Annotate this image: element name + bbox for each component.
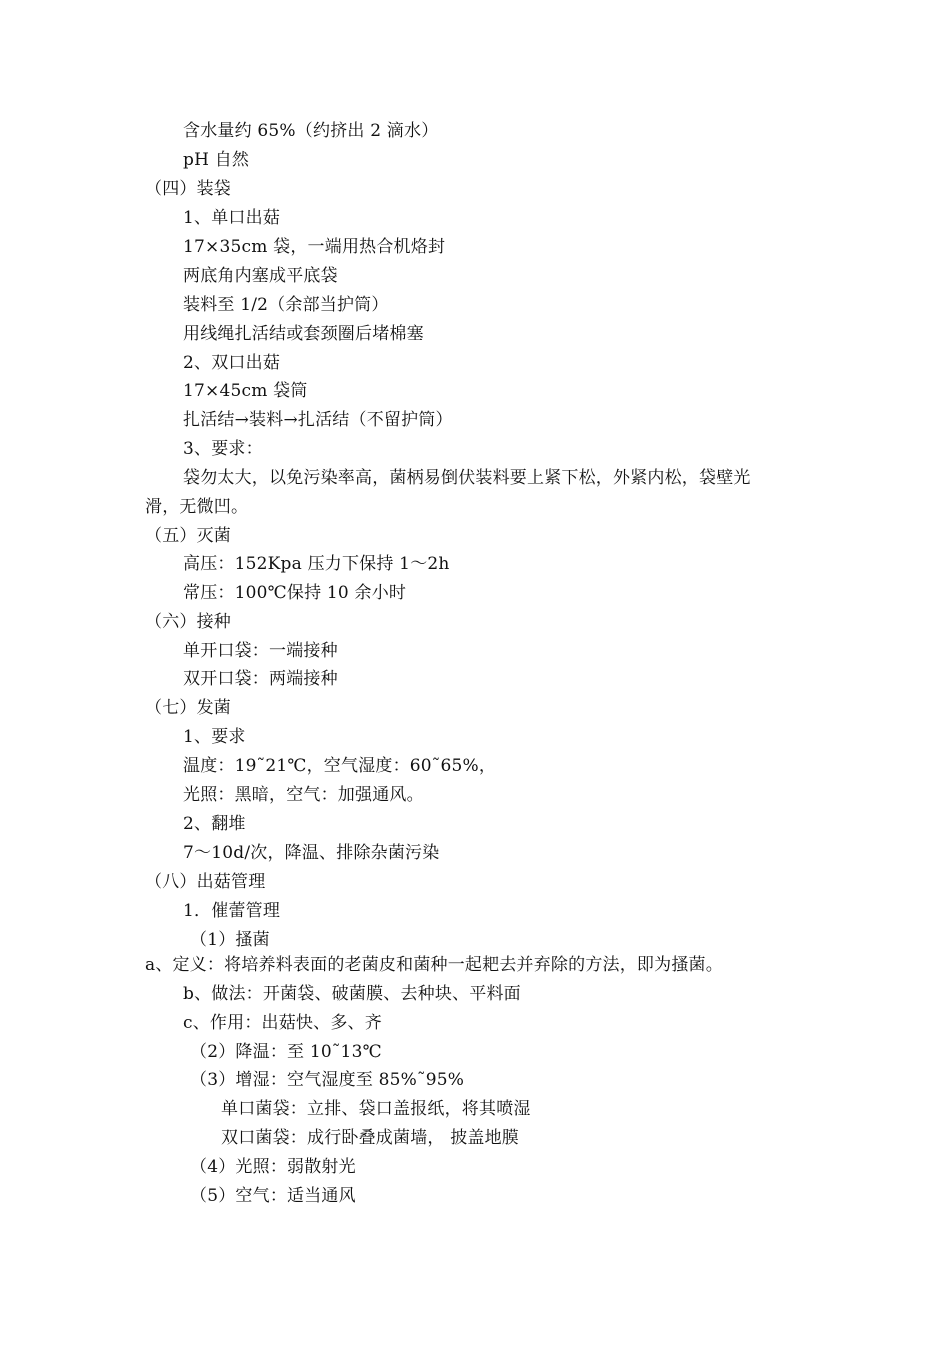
text-line: （2）降温：至 10˜13℃ bbox=[190, 1042, 382, 1062]
section-heading: （四）装袋 bbox=[145, 179, 231, 199]
section-heading: （八）出菇管理 bbox=[145, 872, 266, 892]
text-line: （1）搔菌 bbox=[190, 930, 270, 950]
text-line: （3）增湿：空气湿度至 85%˜95% bbox=[190, 1070, 465, 1090]
text-line: b、做法：开菌袋、破菌膜、去种块、平料面 bbox=[183, 984, 521, 1004]
text-line: 扎活结→装料→扎活结（不留护筒） bbox=[183, 410, 453, 430]
text-line: 温度：19˜21℃，空气湿度：60˜65%， bbox=[183, 756, 497, 776]
text-line: 两底角内塞成平底袋 bbox=[183, 266, 338, 286]
text-line: 1、要求 bbox=[183, 727, 246, 747]
text-line: （4）光照：弱散射光 bbox=[190, 1157, 356, 1177]
text-line: 单口菌袋：立排、袋口盖报纸，将其喷湿 bbox=[221, 1099, 531, 1119]
text-line: pH 自然 bbox=[183, 150, 250, 170]
text-line: （5）空气：适当通风 bbox=[190, 1186, 356, 1206]
section-heading: （七）发菌 bbox=[145, 698, 231, 718]
text-line: 用线绳扎活结或套颈圈后堵棉塞 bbox=[183, 324, 424, 344]
text-line: 光照：黑暗，空气：加强通风。 bbox=[183, 785, 424, 805]
text-line: 装料至 1/2（余部当护筒） bbox=[183, 295, 389, 315]
text-line: 袋勿太大，以免污染率高，菌柄易倒伏装料要上紧下松，外紧内松，袋壁光 bbox=[183, 468, 751, 488]
section-heading: （六）接种 bbox=[145, 612, 231, 632]
text-line: 17×35cm 袋，一端用热合机烙封 bbox=[183, 237, 446, 257]
text-line: 1．催蕾管理 bbox=[183, 901, 281, 921]
text-line: c、作用：出菇快、多、齐 bbox=[183, 1013, 382, 1033]
text-line: 双口菌袋：成行卧叠成菌墙， 披盖地膜 bbox=[221, 1128, 520, 1148]
text-line: 单开口袋：一端接种 bbox=[183, 641, 338, 661]
text-line: 2、双口出菇 bbox=[183, 353, 281, 373]
text-line: 1、单口出菇 bbox=[183, 208, 281, 228]
text-line: 滑，无微凹。 bbox=[145, 497, 249, 517]
text-line: 3、要求： bbox=[183, 439, 263, 459]
text-line: 17×45cm 袋筒 bbox=[183, 381, 308, 401]
text-line: 7～10d/次，降温、排除杂菌污染 bbox=[183, 843, 440, 863]
text-line: 2、翻堆 bbox=[183, 814, 246, 834]
text-line: a、定义：将培养料表面的老菌皮和菌种一起耙去并弃除的方法，即为搔菌。 bbox=[145, 955, 723, 975]
text-line: 双开口袋：两端接种 bbox=[183, 669, 338, 689]
text-line: 常压：100℃保持 10 余小时 bbox=[183, 583, 407, 603]
text-line: 高压：152Kpa 压力下保持 1～2h bbox=[183, 554, 450, 574]
section-heading: （五）灭菌 bbox=[145, 526, 231, 546]
text-line: 含水量约 65%（约挤出 2 滴水） bbox=[183, 121, 439, 141]
